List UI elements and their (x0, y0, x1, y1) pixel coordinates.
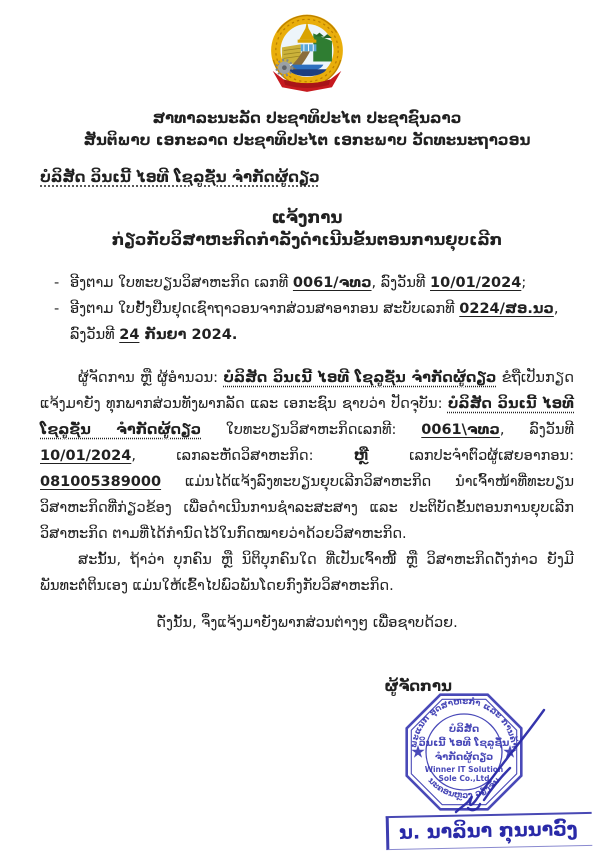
signer-title: ຜູ້ຈັດການ (384, 677, 452, 695)
reference-list (54, 270, 574, 348)
seal-company-line3: ຈຳກັດຜູ້ດຽວ (434, 752, 494, 763)
document-body (40, 270, 574, 699)
motto-line-2: ສັນຕິພາບ ເອກະລາດ ປະຊາທິປະໄຕ ເອກະພາບ ວັດທະນະຖາວອນ (83, 131, 531, 149)
document-header (0, 0, 614, 151)
seal-company-line4: Winner IT Solution (424, 765, 504, 774)
document-subtitle: ກ່ຽວກັບວິສາຫະກິດກຳລັງດຳເນີນຂັ້ນຕອນການຍຸບເລີກ (111, 230, 503, 249)
signer-name-stamp: ນ. ນາລິນາ ກຸນນາວົງ (386, 812, 592, 850)
paragraph-announcement: ຜູ້ຈັດການ ຫຼື ຜູ້ອຳນວນ: ບໍລິສັດ ວິນເນີ້ ໄອທີ ໂຊລູຊັ່ນ ຈຳກັດຜູ້ດຽວ ຂໍຖືເປັນກຽດແຈ້ງມາຍັງ ທຸກພາກສ່ວນທັງພາກລັດ ແລະ ເອກະຊົນ ຊາບວ່າ ປັດຈຸບັນ: ບໍລິສັດ ວິນເນີ້ ໄອທີ ໂຊລູຊັ່ນ ຈຳກັດຜູ້ດຽວ ໃບທະບຽນວິສາຫະກິດເລກທີ: 0061\ຈທວ, ລົງວັນທີ 10/01/2024, ເລກລະຫັດວິສາຫະກິດ: ຫຼື ເລກປະຈຳຕົວຜູ້ເສຍອາກອນ: 081005389000 ແມ່ນໄດ້ແຈ້ງລົງທະບຽນຍຸບເລີກວິສາຫະກິດ ນຳເຈົ້າໜ້າທີ່ທະບຽນວິສາຫະກິດທີ່ກ່ຽວຂ້ອງ ເພື່ອດຳເນີນການຊຳລະສະສາງ ແລະ ປະຕິບັດຂັ້ນຕອນການຍຸບເລີກວິສາຫະກິດ ຕາມທີ່ໄດ້ກຳນົດໄວ້ໃນກົດໝາຍວ່າດ້ວຍວິສາຫະກິດ. (40, 370, 575, 542)
seal-company-line2: ວິນເນີ້ ໄອທີ ໂຊລູຊັ່ນ (418, 738, 510, 749)
title-block (0, 208, 614, 249)
document-title: ແຈ້ງການ (271, 208, 343, 227)
closing-line: ດັ່ງນັ້ນ, ຈຶ່ງແຈ້ງມາຍັງພາກສ່ວນຕ່າງໆ ເພື່ອຊາບດ້ວຍ. (156, 615, 458, 631)
motto-line-1: ສາທາລະນະລັດ ປະຊາທິປະໄຕ ປະຊາຊົນລາວ (152, 109, 462, 127)
bullet-dash: - (54, 275, 60, 291)
reference-item-1 (54, 270, 574, 296)
company-seal (372, 688, 604, 820)
company-name-line: ບໍລິສັດ ວິນເນີ້ ໄອທີ ໂຊລູຊັ່ນ ຈຳກັດຜູ້ດຽວ (40, 168, 320, 186)
seal-arc-bottom-text: ນະຄອນຫຼວງ ວຽງຈັນ (425, 775, 503, 802)
bullet-dash: - (54, 301, 60, 317)
reference-item-2 (54, 296, 574, 348)
lao-national-emblem-icon (268, 13, 346, 99)
paragraph-creditors: ສະນັ້ນ, ຖ້າວ່າ ບຸກຄົນ ຫຼື ນິຕິບຸກຄົນໃດ ທີ່ເປັນເຈົ້າໜີ້ ຫຼື ວິສາຫະກິດດັ່ງກ່າວ ຍັງມີພັນທະຕໍ່ຕິນເອງ ແມ່ນໃຫ້ເຂົ້າໄປພົວພັນໂດຍກົງກັບວິສາຫະກິດ. (40, 552, 574, 594)
seal-company-line5: Sole Co.,Ltd (438, 774, 490, 783)
reference-text-1: ອີງຕາມ ໃບທະບຽນວິສາຫະກິດ ເລກທີ 0061/ຈທວ, ລົງວັນທີ 10/01/2024; (70, 275, 527, 291)
seal-arc-top-text: ພະແນກ ອຸດສາຫະກຳ ແລະ ການຄ້າ (409, 696, 519, 749)
seal-company-line1: ບໍລິສັດ (448, 724, 480, 735)
reference-text-2: ອີງຕາມ ໃບຢັ້ງຢືນຢຸດເຊົາຖາວອນຈາກສ່ວນສາອາກອນ ສະບັບເລກທີ 0224/ສອ.ນວ, ລົງວັນທີ 24 ກັນຍາ 2024. (70, 301, 559, 343)
